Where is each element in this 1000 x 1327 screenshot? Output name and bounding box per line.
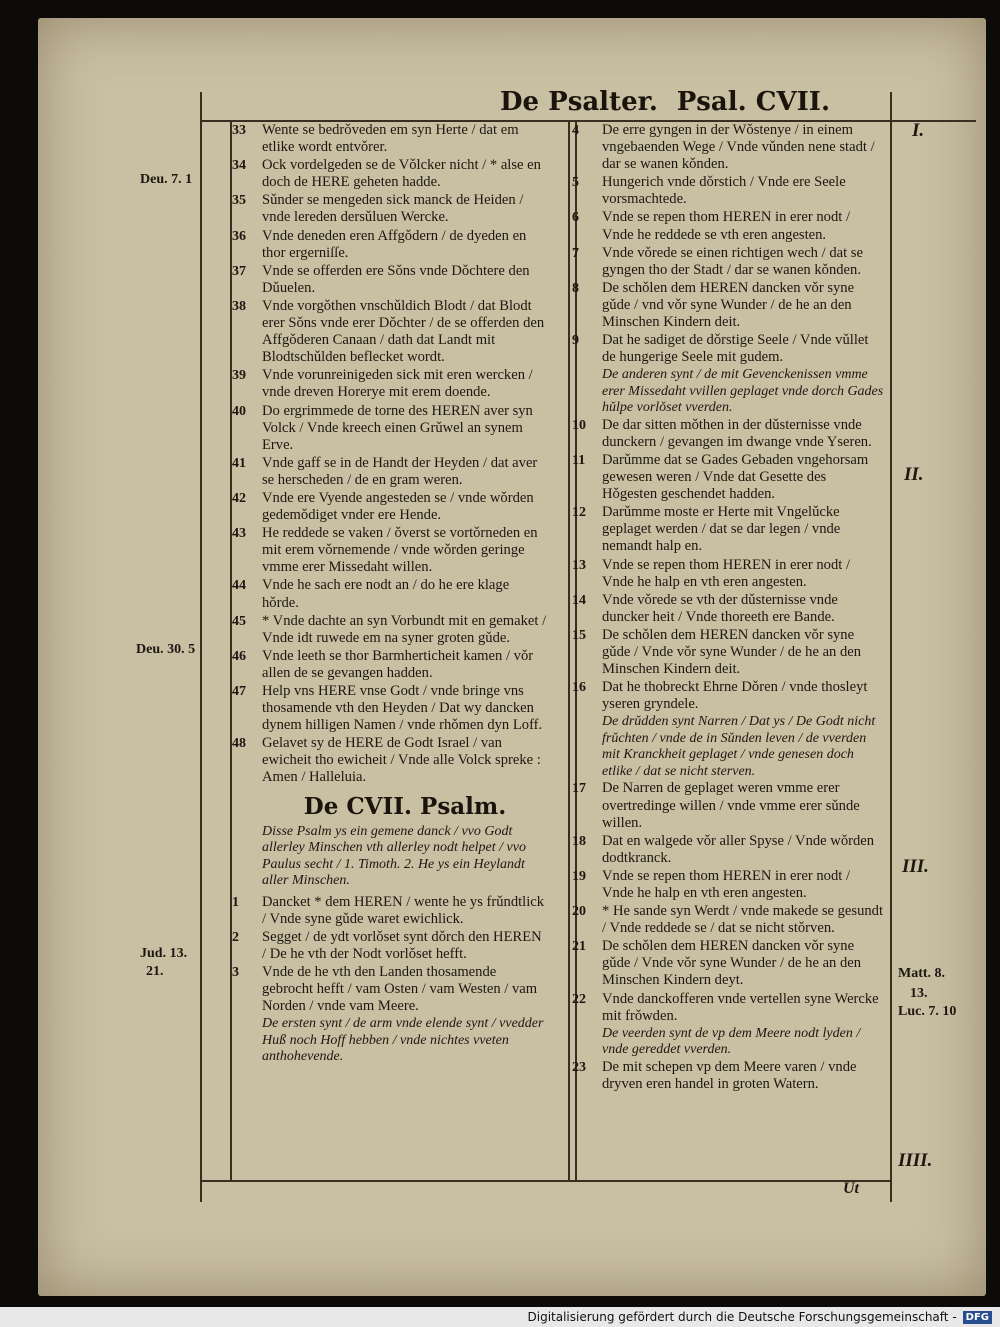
verse-number: 39	[232, 368, 246, 384]
left-verses-a	[232, 122, 548, 787]
verse	[232, 683, 548, 734]
verse	[572, 209, 884, 243]
verse-number: 8	[572, 280, 579, 296]
verse-text: Wente se bedrǒveden em syn Herte / dat em etlike wordt entvǒrer.	[262, 122, 519, 156]
margin-ref-jud-21: 21.	[146, 964, 164, 979]
verse	[232, 647, 548, 682]
verse-number: 6	[572, 210, 579, 226]
header-right: Psal. CVII.	[676, 87, 830, 117]
verse	[572, 832, 884, 867]
verse-text: De schǒlen dem HEREN dancken vǒr syne gǔde / Vnde vǒr syne Wunder / de he an den Minschen Kindern deyt.	[602, 938, 862, 989]
verse-text: Vnde se offerden ere Sǒns vnde Dǒchtere den Dǔuelen.	[262, 262, 530, 296]
verse-text: Vnde he sach ere nodt an / do he ere klage hǒrde.	[262, 577, 510, 611]
verse-number: 2	[232, 929, 239, 945]
verse-text: Vnde se repen thom HEREN in erer nodt / Vnde he reddede se vth eren angesten.	[602, 209, 851, 243]
verse-text: Darǔmme moste er Herte mit Vngelǔcke geplaget werden / dat se dar legen / vnde nemandt halp en.	[602, 504, 841, 555]
verse-number: 22	[572, 991, 586, 1007]
margin-ref-matt: Matt. 8.	[898, 966, 946, 981]
verse-text: * Vnde dachte an syn Vorbundt mit en gemaket / Vnde idt ruwede em na syner groten gǔde.	[262, 612, 547, 646]
footer-bar	[0, 1307, 1000, 1327]
verse-number: 45	[232, 613, 246, 629]
verse-text: Segget / de ydt vorlǒset synt dǒrch den HEREN / De he vth der Nodt vorlǒset hefft.	[262, 928, 542, 962]
verse	[572, 452, 884, 503]
verse-text: De schǒlen dem HEREN dancken vǒr syne gǔde / vnd vǒr syne Wunder / de he an den Minschen Kindern deit.	[602, 279, 855, 331]
verse-text: Vnde vǒrede se vth der dǔsternisse vnde duncker heit / Vnde thoreeth ere Bande.	[602, 591, 838, 625]
verse	[572, 990, 884, 1025]
verse	[572, 244, 884, 279]
section-numeral-i: I.	[912, 120, 925, 141]
verse-text: Vnde se repen thom HEREN in erer nodt / Vnde he halp en vth eren angesten.	[602, 867, 851, 901]
verse	[572, 556, 884, 591]
verse-number: 7	[572, 245, 579, 261]
left-column	[232, 122, 548, 1066]
verse	[572, 332, 884, 366]
verse	[232, 297, 548, 366]
verse	[572, 591, 884, 626]
psalm-intro: Disse Psalm ys ein gemene danck / vvo Godt allerley Minschen vth allerley nodt helpet / vvo Paulus secht / 1. Timoth. 2. He ys ein Heylandt aller Minschen.	[262, 823, 526, 889]
verse-number: 47	[232, 684, 246, 699]
verse-text: Vnde leeth se thor Barmherticheit kamen / vǒr allen de se gevangen hadden.	[262, 647, 534, 681]
verse	[232, 735, 548, 786]
verse	[572, 903, 884, 937]
right-column	[572, 122, 884, 1094]
verse-number: 10	[572, 417, 586, 433]
verse-number: 41	[232, 455, 246, 471]
verse-number: 43	[232, 526, 246, 542]
verse	[232, 928, 548, 963]
verse-text: Vnde de he vth den Landen thosamende gebrocht hefft / vam Osten / vam Westen / vam Norden / vnde vam Meere.	[262, 963, 538, 1015]
margin-ref-deu-7: Deu. 7. 1	[140, 172, 193, 187]
verse-number: 3	[232, 964, 239, 980]
verse-number: 36	[232, 228, 246, 244]
verse-number: 23	[572, 1059, 586, 1075]
verse-text: De schǒlen dem HEREN dancken vǒr syne gǔde / Vnde vǒr syne Wunder / de he an den Minschen Kindern deit.	[602, 626, 862, 678]
verse-text: Vnde vorunreinigeden sick mit eren wercken / vnde dreven Horerye mit erem doende.	[262, 367, 533, 401]
verse-number: 37	[232, 263, 246, 279]
right-verses-d	[572, 1058, 884, 1093]
verse-text: Sǔnder se mengeden sick manck de Heiden / vnde lereden dersǔluen Wercke.	[262, 192, 524, 226]
dfg-logo: DFG	[963, 1311, 992, 1324]
verse-number: 48	[232, 736, 246, 752]
verse-text: Do ergrimmede de torne des HEREN aver syn Volck / Vnde kreech einen Grǔwel an synem Erve.	[262, 402, 533, 453]
verse-text: Gelavet sy de HERE de Godt Israel / van ewicheit tho ewicheit / Vnde alle Volck spreke : Amen / Halleluia.	[262, 735, 541, 786]
verse-text: De Narren de geplaget weren vmme erer overtredinge willen / vnde vmme erer sǔnde willen.	[602, 780, 860, 831]
verse-text: Help vns HERE vnse Godt / vnde bringe vns thosamende vth den Heyden / Dat wy dancken dynem hilligen Namen / vnde rhǒmen dyn Loff.	[262, 683, 543, 734]
center-rule-left	[568, 120, 570, 1180]
verse-text: Dat he thobreckt Ehrne Dǒren / vnde thosleyt yseren gryndele.	[602, 679, 868, 713]
verse	[572, 416, 884, 451]
verse	[572, 122, 884, 173]
margin-ref-matt-13: 13.	[910, 986, 928, 1001]
verse-number: 38	[232, 298, 246, 314]
verse	[572, 867, 884, 902]
verse-number: 42	[232, 490, 246, 506]
right-verses-b	[572, 416, 884, 714]
verse-number: 9	[572, 333, 579, 349]
verse-text: Dat en walgede vǒr aller Spyse / Vnde wǒrden dodtkranck.	[602, 832, 875, 866]
verse-text: Ock vordelgeden se de Vǒlcker nicht / * alse en doch de HERE geheten hadde.	[262, 157, 541, 191]
margin-ref-deu-30: Deu. 30. 5	[136, 642, 196, 657]
verse	[572, 504, 884, 555]
left-verses-b	[232, 893, 548, 1016]
verse-text: He reddede se vaken / ǒverst se vortǒrneden en mit erem vǒrnemende / vnde wǒrden geringe vmme erer Missedaht willen.	[262, 525, 538, 576]
verse	[232, 454, 548, 489]
left-note: De ersten synt / de arm vnde elende synt / vvedder Huß noch Hoff hebben / vnde nichtes vveten anthohevende.	[262, 1016, 544, 1065]
verse	[572, 679, 884, 713]
verse	[232, 893, 548, 928]
right-note-a: De anderen synt / de mit Gevenckenissen vmme erer Missedaht vvillen geplaget vnde dorch Gades hǔlpe vorlǒset vverden.	[602, 367, 884, 416]
verse-number: 40	[232, 403, 246, 419]
verse-text: De dar sitten mǒthen in der dǔsternisse vnde dunckern / gevangen im dwange vnde Yseren.	[602, 416, 872, 450]
verse	[572, 174, 884, 208]
verse-number: 19	[572, 868, 586, 884]
verse-number: 20	[572, 904, 586, 920]
section-numeral-iiii: IIII.	[898, 1150, 933, 1171]
right-verses-a	[572, 122, 884, 366]
section-numeral-ii: II.	[904, 464, 924, 485]
margin-ref-luc: Luc. 7. 10	[898, 1004, 957, 1019]
verse-number: 17	[572, 781, 586, 797]
verse	[572, 780, 884, 831]
verse	[232, 122, 548, 156]
verse	[232, 192, 548, 226]
verse-number: 16	[572, 680, 586, 696]
bottom-rule	[200, 1180, 890, 1182]
verse-text: Vnde ere Vyende angesteden se / vnde wǒrden gedemǒdiget vnder ere Hende.	[262, 489, 534, 524]
verse-number: 44	[232, 578, 246, 594]
verse-text: Vnde vǒrede se einen richtigen wech / dat se gyngen tho der Stadt / dar se wanen kǒnden.	[602, 244, 863, 278]
section-numeral-iii: III.	[902, 856, 929, 877]
verse-number: 46	[232, 648, 246, 664]
verse	[572, 279, 884, 331]
verse	[232, 402, 548, 454]
verse-text: Vnde gaff se in de Handt der Heyden / dat aver se herscheden / de en gram weren.	[262, 454, 538, 488]
verse-text: Vnde vorgǒthen vnschǔldich Blodt / dat Blodt erer Sǒns vnde erer Dǒchter / de se offerden den Affgǒderen Canaan / dath dat Landt mit Blodtschǔlden beflecket wordt.	[262, 297, 545, 366]
catchword: Ut	[843, 1180, 859, 1197]
verse	[232, 367, 548, 401]
verse	[232, 489, 548, 524]
psalm-title: De CVII. Psalm.	[303, 792, 507, 820]
verse-number: 35	[232, 193, 246, 209]
verse-number: 1	[232, 894, 239, 910]
verse	[232, 262, 548, 297]
verse-number: 34	[232, 158, 246, 174]
right-rule	[890, 92, 892, 1202]
footer-text: Digitalisierung gefördert durch die Deutsche Forschungsgemeinschaft -	[527, 1310, 957, 1324]
verse-text: * He sande syn Werdt / vnde makede se gesundt / Vnde reddede se / dat se nicht stǒrven.	[602, 903, 884, 937]
right-note-b: De drǔdden synt Narren / Dat ys / De Godt nicht frǔchten / vnde de in Sǔnden leven / de vverden mit Kranckheit geplaget / vnde genesen doch etlike / dat se nicht sterven.	[602, 714, 876, 779]
header-left: De Psalter.	[500, 87, 658, 117]
verse-text: Hungerich vnde dǒrstich / Vnde ere Seele vorsmachtede.	[602, 174, 846, 208]
verse-number: 13	[572, 557, 586, 573]
verse	[572, 938, 884, 989]
verse	[232, 577, 548, 611]
verse	[232, 963, 548, 1015]
verse-number: 18	[572, 833, 586, 849]
verse-text: Vnde danckofferen vnde vertellen syne Wercke mit frǒwden.	[602, 990, 879, 1024]
right-verses-c	[572, 780, 884, 1024]
left-outer-rule	[200, 92, 202, 1202]
verse-number: 15	[572, 627, 586, 643]
verse-number: 21	[572, 939, 586, 955]
verse-text: Dancket * dem HEREN / wente he ys frǔndtlick / Vnde syne gǔde waret ewichlick.	[262, 893, 545, 927]
verse-number: 5	[572, 175, 579, 191]
verse-text: De erre gyngen in der Wǒstenye / in einem vngebaenden Wege / Vnde vǔnden nene stadt / dar se wanen kǒnden.	[602, 122, 875, 173]
right-note-c: De veerden synt de vp dem Meere nodt lyden / vnde gereddet vverden.	[602, 1025, 861, 1058]
verse-number: 33	[232, 123, 246, 138]
verse-text: Darǔmme dat se Gades Gebaden vngehorsam gewesen weren / Vnde dat Gesette des Hǒgesten geschendet hadden.	[602, 452, 869, 503]
running-header	[500, 82, 830, 122]
verse-text: Vnde se repen thom HEREN in erer nodt / Vnde he halp en vth eren angesten.	[602, 556, 851, 590]
verse	[232, 157, 548, 191]
verse	[572, 626, 884, 678]
verse-number: 12	[572, 505, 586, 521]
verse	[232, 227, 548, 262]
verse-text: De mit schepen vp dem Meere varen / vnde dryven eren handel in groten Watern.	[602, 1058, 857, 1092]
verse-number: 4	[572, 123, 579, 138]
verse-number: 14	[572, 592, 586, 608]
verse-number: 11	[572, 453, 586, 468]
verse-text: Dat he sadiget de dǒrstige Seele / Vnde vǔllet de hungerige Seele mit gudem.	[602, 332, 869, 366]
verse	[232, 525, 548, 576]
verse	[572, 1058, 884, 1093]
margin-ref-jud: Jud. 13.	[140, 946, 188, 961]
verse	[232, 612, 548, 647]
verse-text: Vnde deneden eren Affgǒdern / de dyeden en thor ergerniſſe.	[262, 227, 527, 261]
